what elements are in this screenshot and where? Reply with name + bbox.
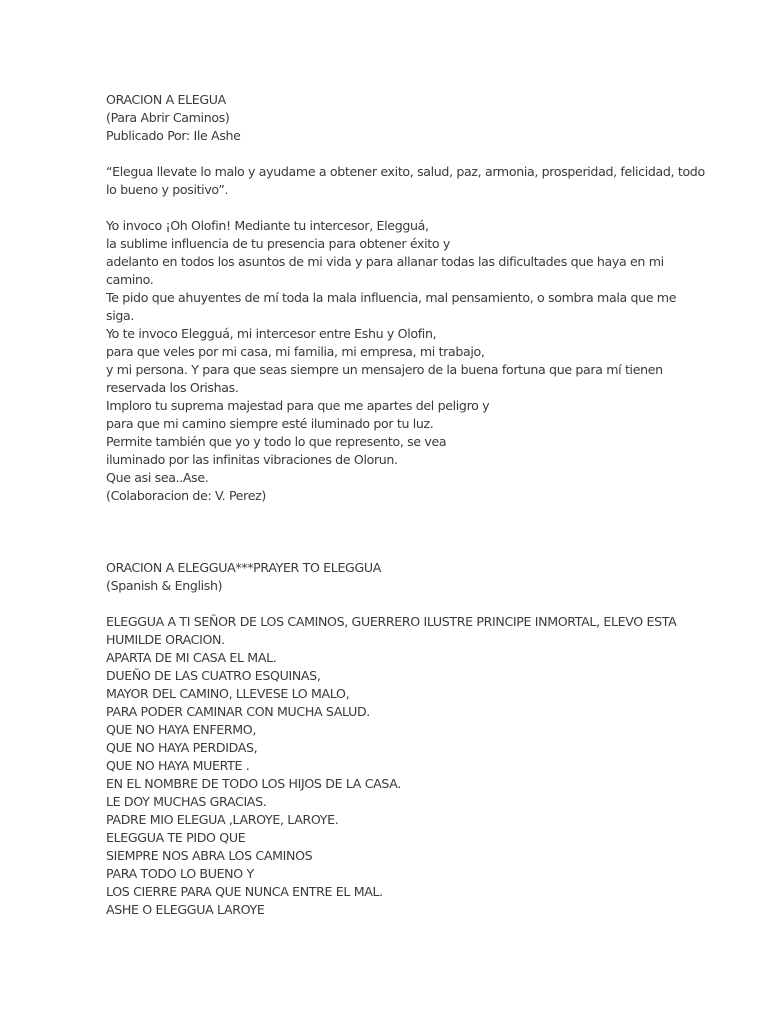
quote-line: lo bueno y positivo”. — [106, 182, 229, 197]
document-page — [106, 91, 705, 919]
body-line: Te pido que ahuyentes de mí toda la mala influencia, mal pensamiento, o sombra mala que me — [106, 290, 677, 305]
body-line: Que asi sea..Ase. — [106, 470, 209, 485]
body-line: Permite también que yo y todo lo que represento, se vea — [106, 434, 447, 449]
section-spacer — [106, 505, 686, 559]
body-line: PARA PODER CAMINAR CON MUCHA SALUD. — [106, 704, 370, 719]
body-line: PADRE MIO ELEGUA ,LAROYE, LAROYE. — [106, 812, 339, 827]
body-line: PARA TODO LO BUENO Y — [106, 866, 254, 881]
body-line: (Colaboracion de: V. Perez) — [106, 488, 266, 503]
body-line: adelanto en todos los asuntos de mi vida y para allanar todas las dificultades que haya en mi — [106, 254, 664, 269]
prayer2-body — [106, 613, 686, 919]
body-line: para que mi camino siempre esté iluminado por tu luz. — [106, 416, 434, 431]
body-line: iluminado por las infinitas vibraciones de Olorun. — [106, 452, 398, 467]
body-line: APARTA DE MI CASA EL MAL. — [106, 650, 277, 665]
spacer — [106, 199, 686, 217]
prayer1-section — [106, 91, 705, 505]
body-line: siga. — [106, 308, 135, 323]
body-line: reservada los Orishas. — [106, 380, 239, 395]
prayer2-title: ORACION A ELEGGUA***PRAYER TO ELEGGUA — [106, 560, 381, 575]
prayer2-section — [106, 559, 686, 919]
body-line: Yo te invoco Elegguá, mi intercesor entre Eshu y Olofin, — [106, 326, 437, 341]
body-line: MAYOR DEL CAMINO, LLEVESE LO MALO, — [106, 686, 350, 701]
body-line: para que veles por mi casa, mi familia, mi empresa, mi trabajo, — [106, 344, 485, 359]
prayer1-body — [106, 217, 686, 505]
body-line: SIEMPRE NOS ABRA LOS CAMINOS — [106, 848, 313, 863]
prayer1-publisher: Publicado Por: Ile Ashe — [106, 128, 241, 143]
body-line: QUE NO HAYA MUERTE . — [106, 758, 250, 773]
body-line: LOS CIERRE PARA QUE NUNCA ENTRE EL MAL. — [106, 884, 383, 899]
quote-line: “Elegua llevate lo malo y ayudame a obtener exito, salud, paz, armonia, prosperidad, felicidad, todo — [106, 164, 705, 179]
body-line: la sublime influencia de tu presencia para obtener éxito y — [106, 236, 450, 251]
body-line: QUE NO HAYA ENFERMO, — [106, 722, 256, 737]
body-line: ELEGGUA TE PIDO QUE — [106, 830, 246, 845]
prayer1-title: ORACION A ELEGUA — [106, 92, 226, 107]
spacer — [106, 145, 686, 163]
body-line: ELEGGUA A TI SEÑOR DE LOS CAMINOS, GUERRERO ILUSTRE PRINCIPE INMORTAL, ELEVO ESTA — [106, 614, 677, 629]
body-line: HUMILDE ORACION. — [106, 632, 225, 647]
body-line: Yo invoco ¡Oh Olofin! Mediante tu intercesor, Elegguá, — [106, 218, 429, 233]
body-line: ASHE O ELEGGUA LAROYE — [106, 902, 265, 917]
prayer2-subtitle: (Spanish & English) — [106, 578, 223, 593]
body-line: DUEÑO DE LAS CUATRO ESQUINAS, — [106, 668, 321, 683]
body-line: y mi persona. Y para que seas siempre un mensajero de la buena fortuna que para mí tienen — [106, 362, 663, 377]
body-line: EN EL NOMBRE DE TODO LOS HIJOS DE LA CASA. — [106, 776, 401, 791]
body-line: LE DOY MUCHAS GRACIAS. — [106, 794, 267, 809]
body-line: camino. — [106, 272, 154, 287]
body-line: Imploro tu suprema majestad para que me apartes del peligro y — [106, 398, 490, 413]
prayer1-quote — [106, 163, 705, 199]
spacer — [106, 595, 686, 613]
prayer1-subtitle: (Para Abrir Caminos) — [106, 110, 230, 125]
body-line: QUE NO HAYA PERDIDAS, — [106, 740, 258, 755]
